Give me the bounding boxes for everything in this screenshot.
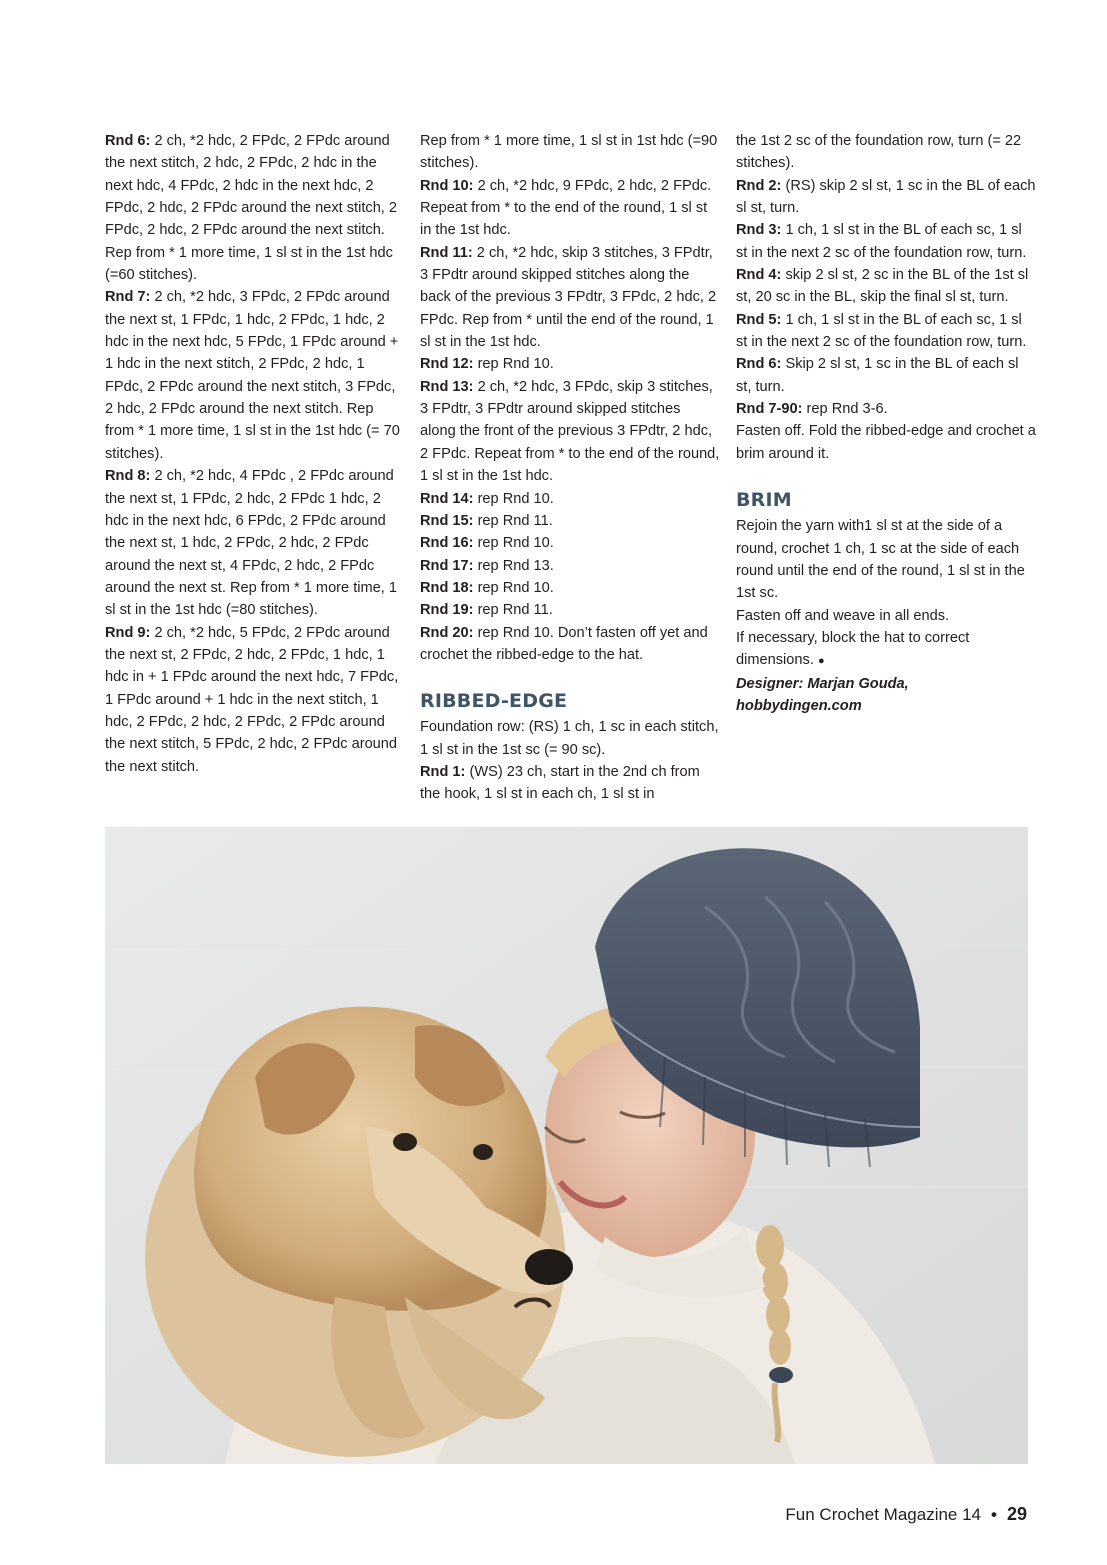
round-label: Rnd 8: (105, 468, 151, 485)
round-text: 2 ch, *2 hdc, 3 FPdc, 2 FPdc around the next st, 1 FPdc, 1 hdc, 2 FPdc, 1 hdc, 2 hdc in the next hdc, 5 FPdc, 1 FPdc around + 1 hdc in the next stitch, 2 FPdc, 2 hdc, 1 FPdc, 2 FPdc around the next stitch, 3 FPdc, 2 hdc, 2 FPdc around the next stitch. Rep from * 1 more time, 1 sl st in the 1st hdc (= 70 stitches). (105, 289, 400, 462)
round-text: rep Rnd 10. (473, 535, 554, 552)
round-text: skip 2 sl st, 2 sc in the BL of the 1st sl st, 20 sc in the BL, skip the final sl st, turn. (736, 267, 1029, 306)
round-label: Rnd 18: (420, 579, 474, 596)
round-text: rep Rnd 10. (473, 356, 554, 373)
round-label: Rnd 14: (420, 490, 474, 507)
instruction-paragraph (105, 465, 405, 621)
column-3 (736, 130, 1036, 717)
round-text: 1 ch, 1 sl st in the BL of each sc, 1 sl st in the next 2 sc of the foundation row, turn. (736, 222, 1027, 261)
brim-text: Fasten off and weave in all ends. (736, 607, 950, 624)
round-label: Rnd 20: (420, 624, 474, 641)
instruction-paragraph (736, 219, 1036, 264)
round-label: Rnd 9: (105, 624, 151, 641)
round-label: Rnd 2: (736, 177, 782, 194)
instruction-paragraph (420, 761, 720, 806)
designer-website: hobbydingen.com (736, 697, 862, 714)
round-text: 1 ch, 1 sl st in the BL of each sc, 1 sl st in the next 2 sc of the foundation row, turn. (736, 311, 1027, 351)
photo-woman-with-puppy (105, 827, 1028, 1464)
footer-bullet: • (991, 1505, 997, 1524)
round-label: Rnd 13: (420, 378, 474, 395)
round-label: Rnd 12: (420, 356, 474, 373)
round-label: Rnd 5: (736, 311, 782, 328)
round-label: Rnd 11: (420, 244, 473, 261)
round-text: 2 ch, *2 hdc, 5 FPdc, 2 FPdc around the next st, 2 FPdc, 2 hdc, 2 FPdc, 1 hdc, 1 hdc in + 1 FPdc around the next hdc, 7 FPdc, 1 FPdc around + 1 hdc in the next stitch, 1 hdc, 2 FPdc, 2 hdc, 2 FPdc, 2 FPdc around the next stitch, 5 FPdc, 2 hdc, 2 FPdc around the next stitch. (105, 624, 399, 775)
round-text: Skip 2 sl st, 1 sc in the BL of each sl st, turn. (736, 356, 1019, 395)
magazine-name: Fun Crochet Magazine 14 (785, 1505, 982, 1524)
round-label: Rnd 15: (420, 512, 474, 529)
instruction-paragraph (420, 130, 720, 175)
instruction-paragraph (420, 622, 720, 667)
instruction-paragraph (105, 622, 405, 778)
round-text: 2 ch, *2 hdc, 3 FPdc, skip 3 stitches, 3 FPdtr, 3 FPdtr around skipped stitches along the front of the previous 3 FPdtr, 2 hdc, 2 FPdc. Repeat from * to the end of the round, 1 sl st in the 1st hdc. (420, 378, 720, 485)
round-text: rep Rnd 13. (473, 557, 554, 574)
instruction-paragraph (736, 420, 1036, 465)
instruction-paragraph (420, 510, 720, 532)
instruction-paragraph (420, 577, 720, 599)
instruction-paragraph (420, 242, 720, 354)
round-text: 2 ch, *2 hdc, skip 3 stitches, 3 FPdtr, 3 FPdtr around skipped stitches along the back of the previous 3 FPdtr, 3 FPdc, 2 hdc, 2 FPdc. Rep from * until the end of the round, 1 sl st in the 1st hdc. (420, 244, 717, 351)
page-footer (785, 1503, 1027, 1526)
round-label: Rnd 10: (420, 177, 474, 194)
brim-text (736, 627, 1036, 673)
instruction-paragraph (420, 532, 720, 554)
round-text: Fasten off. Fold the ribbed-edge and crochet a brim around it. (736, 423, 1036, 462)
instruction-paragraph (420, 599, 720, 621)
round-label: Rnd 7-90: (736, 401, 803, 418)
instruction-paragraph (420, 716, 720, 761)
page-number: 29 (1006, 1504, 1027, 1524)
round-label: Rnd 16: (420, 535, 474, 552)
instruction-paragraph (420, 555, 720, 577)
round-text: 2 ch, *2 hdc, 2 FPdc, 2 FPdc around the next stitch, 2 hdc, 2 FPdc, 2 hdc in the next hdc, 4 FPdc, 2 hdc in the next hdc, 2 FPdc, 2 hdc, 2 FPdc around the next stitch, 2 FPdc, 2 hdc, 2 FPdc around the next stitch. Rep from * 1 more time, 1 sl st in the 1st hdc (=60 stitches). (105, 133, 398, 284)
instruction-paragraph (736, 130, 1036, 175)
round-text: rep Rnd 3-6. (802, 401, 888, 418)
round-label: Rnd 1: (420, 763, 466, 780)
brim-text-end: If necessary, block the hat to correct dimensions. (736, 629, 970, 669)
instruction-paragraph (420, 376, 720, 488)
instruction-paragraph (105, 286, 405, 465)
round-label: Rnd 19: (420, 602, 474, 619)
brim-text: Rejoin the yarn with1 sl st at the side of a round, crochet 1 ch, 1 sc at the side of each round until the end of the round, 1 sl st in the 1st sc. (736, 518, 1025, 602)
round-label: Rnd 4: (736, 267, 782, 284)
round-text: (RS) skip 2 sl st, 1 sc in the BL of each sl st, turn. (736, 177, 1036, 217)
round-text: rep Rnd 10. (473, 490, 554, 507)
instruction-paragraph (736, 398, 1036, 420)
round-text: rep Rnd 11. (473, 512, 553, 529)
designer-credit: Designer: Marjan Gouda, (736, 675, 909, 692)
instruction-paragraph (736, 264, 1036, 309)
instruction-paragraph (736, 353, 1036, 398)
instruction-paragraph (105, 130, 405, 286)
round-label: Rnd 17: (420, 557, 474, 574)
round-text: rep Rnd 10. (473, 579, 554, 596)
instruction-paragraph (420, 175, 720, 242)
instruction-paragraph (736, 175, 1036, 220)
instruction-paragraph (420, 353, 720, 375)
section-heading-brim: BRIM (736, 489, 792, 512)
column-2 (420, 130, 720, 806)
end-mark-icon: ● (817, 655, 825, 668)
round-label: Rnd 7: (105, 289, 151, 306)
round-text: rep Rnd 10. Don’t fasten off yet and crochet the ribbed-edge to the hat. (420, 624, 708, 663)
round-text: rep Rnd 11. (473, 602, 553, 619)
column-1 (105, 130, 405, 778)
round-text: 2 ch, *2 hdc, 9 FPdc, 2 hdc, 2 FPdc. Repeat from * to the end of the round, 1 sl st in the 1st hdc. (420, 177, 712, 239)
round-text: Foundation row: (RS) 1 ch, 1 sc in each stitch, 1 sl st in the 1st sc (= 90 sc). (420, 719, 719, 758)
round-text: (WS) 23 ch, start in the 2nd ch from the hook, 1 sl st in each ch, 1 sl st in (420, 763, 700, 803)
round-label: Rnd 6: (736, 356, 782, 373)
instruction-paragraph (736, 309, 1036, 354)
round-label: Rnd 6: (105, 133, 151, 149)
round-text: 2 ch, *2 hdc, 4 FPdc , 2 FPdc around the next st, 1 FPdc, 2 hdc, 2 FPdc 1 hdc, 2 hdc in the next hdc, 6 FPdc, 2 FPdc around the next st, 1 hdc, 2 FPdc, 2 hdc, 2 FPdc around the next st, 4 FPdc, 2 hdc, 2 FPdc around the next st. Rep from * 1 more time, 1 sl st in the 1st hdc (=80 stitches). (105, 468, 398, 619)
round-label: Rnd 3: (736, 222, 782, 239)
round-text: the 1st 2 sc of the foundation row, turn (= 22 stitches). (736, 133, 1022, 172)
section-heading-ribbed-edge: RIBBED-EDGE (420, 690, 568, 713)
instruction-paragraph (420, 488, 720, 510)
round-text: Rep from * 1 more time, 1 sl st in 1st hdc (=90 stitches). (420, 133, 718, 172)
